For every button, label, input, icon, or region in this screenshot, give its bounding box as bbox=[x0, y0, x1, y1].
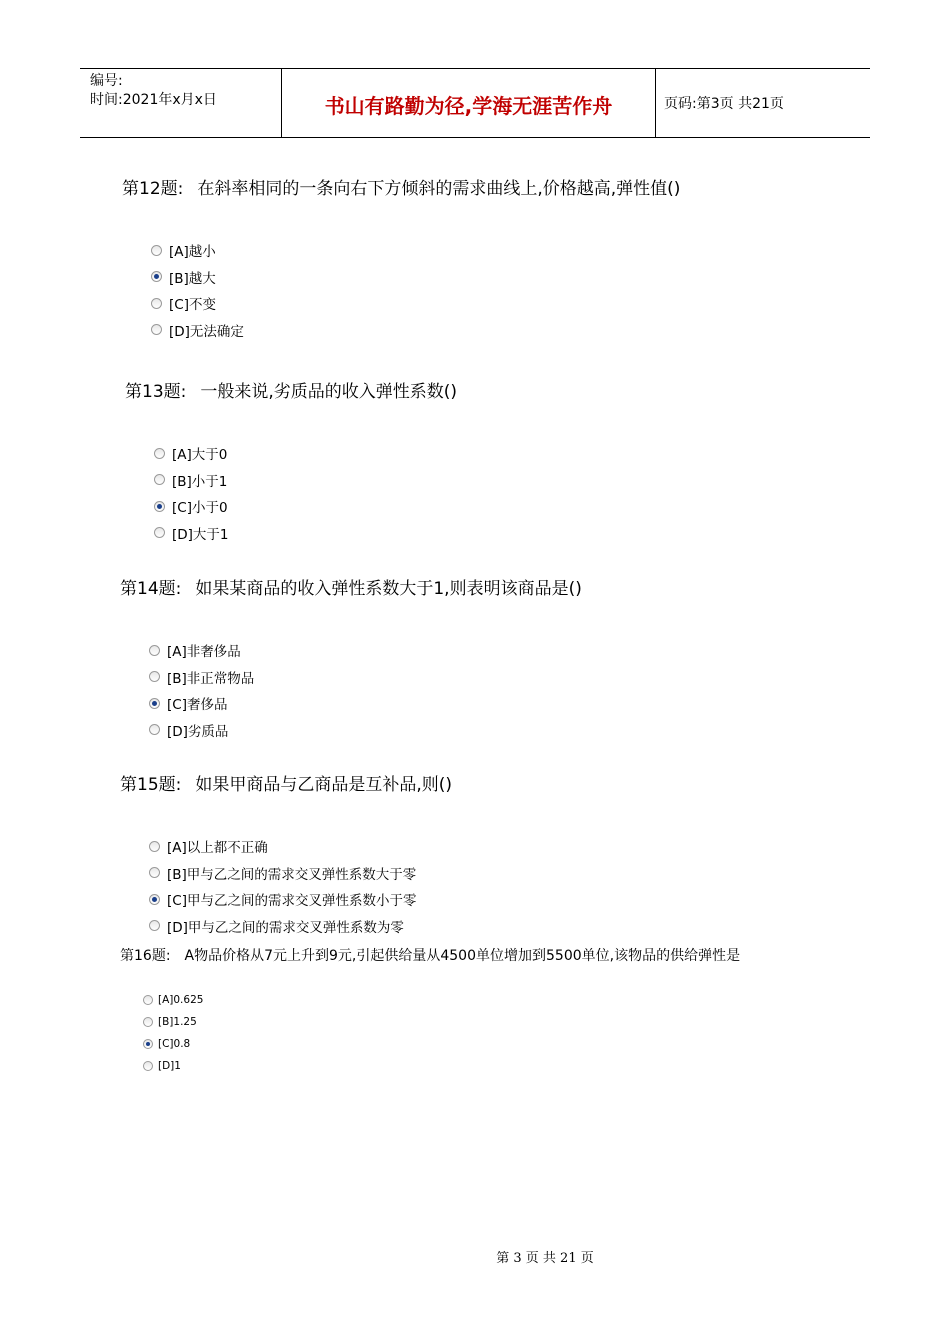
radio-button[interactable] bbox=[149, 724, 160, 735]
question-12 bbox=[122, 174, 680, 343]
page-footer: 第 3 页 共 21 页 bbox=[496, 1251, 594, 1266]
option-label: [C]0.8 bbox=[158, 1038, 191, 1050]
radio-button[interactable] bbox=[149, 645, 160, 656]
question-text: 一般来说,劣质品的收入弹性系数() bbox=[200, 382, 458, 402]
question-text: A物品价格从7元上升到9元,引起供给量从4500单位增加到5500单位,该物品的供给弹性是 bbox=[184, 948, 741, 964]
question-title bbox=[125, 377, 457, 402]
option-label: [D]1 bbox=[158, 1060, 181, 1072]
question-16 bbox=[120, 945, 740, 1077]
option-label: [D]甲与乙之间的需求交叉弹性系数为零 bbox=[167, 919, 404, 936]
radio-button[interactable] bbox=[143, 995, 153, 1005]
question-15 bbox=[120, 770, 452, 939]
option-list bbox=[149, 637, 582, 743]
radio-button[interactable] bbox=[151, 298, 162, 309]
option-label: [C]甲与乙之间的需求交叉弹性系数小于零 bbox=[167, 893, 417, 910]
option-label: [B]非正常物品 bbox=[167, 670, 255, 687]
radio-button[interactable] bbox=[149, 867, 160, 878]
question-number: 第16题: bbox=[120, 948, 171, 964]
radio-button-selected[interactable] bbox=[151, 271, 162, 282]
option-a[interactable] bbox=[154, 440, 457, 467]
option-label: [B]越大 bbox=[169, 270, 216, 287]
option-label: [C]小于0 bbox=[172, 500, 228, 517]
question-title bbox=[122, 174, 680, 199]
option-d[interactable] bbox=[151, 317, 680, 344]
option-b[interactable] bbox=[149, 664, 582, 691]
option-d[interactable] bbox=[149, 717, 582, 744]
radio-button[interactable] bbox=[154, 448, 165, 459]
option-b[interactable] bbox=[143, 1011, 740, 1033]
radio-button[interactable] bbox=[143, 1061, 153, 1071]
option-a[interactable] bbox=[149, 833, 452, 860]
question-text: 如果甲商品与乙商品是互补品,则() bbox=[195, 775, 453, 795]
option-label: [C]不变 bbox=[169, 297, 216, 314]
radio-button-selected[interactable] bbox=[149, 698, 160, 709]
radio-button[interactable] bbox=[151, 245, 162, 256]
option-c[interactable] bbox=[149, 690, 582, 717]
radio-button-selected[interactable] bbox=[149, 894, 160, 905]
option-c[interactable] bbox=[149, 886, 452, 913]
option-label: [B]甲与乙之间的需求交叉弹性系数大于零 bbox=[167, 866, 417, 883]
page-label: 页码:第3页 共21页 bbox=[664, 96, 784, 112]
option-a[interactable] bbox=[143, 989, 740, 1011]
radio-button[interactable] bbox=[149, 920, 160, 931]
option-b[interactable] bbox=[149, 860, 452, 887]
option-b[interactable] bbox=[151, 264, 680, 291]
radio-button[interactable] bbox=[143, 1017, 153, 1027]
radio-button-selected[interactable] bbox=[154, 501, 165, 512]
question-title bbox=[120, 945, 740, 965]
question-number: 第12题: bbox=[122, 179, 184, 199]
option-label: [B]1.25 bbox=[158, 1016, 197, 1028]
radio-button[interactable] bbox=[154, 474, 165, 485]
option-label: [A]以上都不正确 bbox=[167, 840, 268, 857]
radio-button-selected[interactable] bbox=[143, 1039, 153, 1049]
radio-button[interactable] bbox=[151, 324, 162, 335]
header-meta-cell bbox=[80, 69, 282, 137]
option-label: [C]奢侈品 bbox=[167, 697, 228, 714]
radio-button[interactable] bbox=[149, 671, 160, 682]
option-list bbox=[143, 989, 740, 1077]
option-label: [A]非奢侈品 bbox=[167, 644, 241, 661]
option-label: [A]大于0 bbox=[172, 447, 228, 464]
option-label: [A]0.625 bbox=[158, 994, 204, 1006]
option-list bbox=[154, 440, 457, 546]
option-list bbox=[151, 237, 680, 343]
question-title bbox=[120, 770, 452, 795]
question-14 bbox=[120, 574, 582, 743]
option-a[interactable] bbox=[149, 637, 582, 664]
question-number: 第14题: bbox=[120, 579, 182, 599]
option-label: [A]越小 bbox=[169, 244, 216, 261]
radio-button[interactable] bbox=[154, 527, 165, 538]
option-label: [D]劣质品 bbox=[167, 723, 229, 740]
option-d[interactable] bbox=[149, 913, 452, 940]
option-label: [B]小于1 bbox=[172, 473, 228, 490]
motto: 书山有路勤为径,学海无涯苦作舟 bbox=[282, 69, 656, 137]
option-b[interactable] bbox=[154, 467, 457, 494]
option-d[interactable] bbox=[154, 520, 457, 547]
question-number: 第13题: bbox=[125, 382, 187, 402]
option-a[interactable] bbox=[151, 237, 680, 264]
document-header bbox=[80, 68, 870, 138]
option-c[interactable] bbox=[143, 1033, 740, 1055]
option-c[interactable] bbox=[151, 290, 680, 317]
question-number: 第15题: bbox=[120, 775, 182, 795]
time-label: 时间:2021年x月x日 bbox=[90, 92, 217, 108]
question-13 bbox=[125, 377, 457, 546]
option-c[interactable] bbox=[154, 493, 457, 520]
option-label: [D]无法确定 bbox=[169, 323, 244, 340]
radio-button[interactable] bbox=[149, 841, 160, 852]
question-text: 如果某商品的收入弹性系数大于1,则表明该商品是() bbox=[195, 579, 582, 599]
option-list bbox=[149, 833, 452, 939]
code-label: 编号: bbox=[90, 73, 123, 89]
option-d[interactable] bbox=[143, 1055, 740, 1077]
question-text: 在斜率相同的一条向右下方倾斜的需求曲线上,价格越高,弹性值() bbox=[197, 179, 681, 199]
question-title bbox=[120, 574, 582, 599]
option-label: [D]大于1 bbox=[172, 526, 229, 543]
